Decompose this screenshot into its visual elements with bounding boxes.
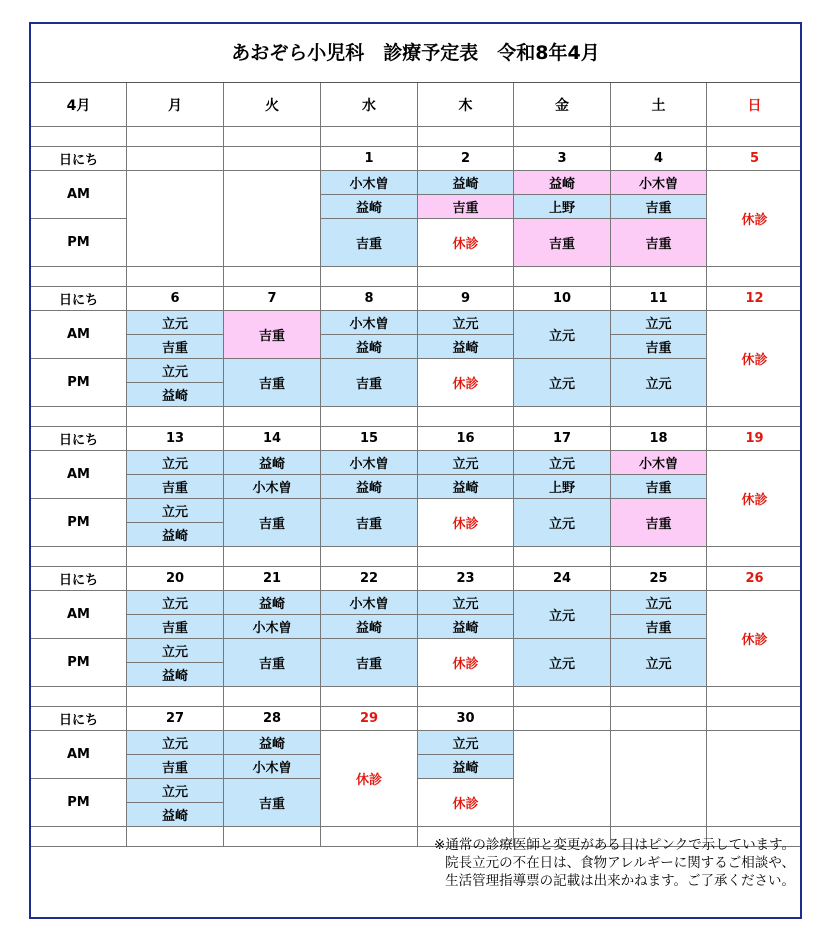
spacer-cell bbox=[707, 687, 802, 707]
header-cell: 月 bbox=[127, 83, 224, 127]
doctor-cell: 小木曽 bbox=[321, 171, 418, 195]
closed-cell: 休診 bbox=[707, 591, 802, 687]
doctor-cell: 小木曽 bbox=[321, 451, 418, 475]
doctor-cell: 立元 bbox=[418, 731, 514, 755]
doctor-cell: 小木曽 bbox=[611, 451, 707, 475]
doctor-cell: 吉重 bbox=[611, 615, 707, 639]
spacer-cell bbox=[321, 407, 418, 427]
doctor-cell: 吉重 bbox=[611, 195, 707, 219]
date-row-label: 日にち bbox=[31, 707, 127, 731]
date-cell: 25 bbox=[611, 567, 707, 591]
date-cell: 23 bbox=[418, 567, 514, 591]
doctor-cell: 立元 bbox=[127, 639, 224, 663]
header-cell: 土 bbox=[611, 83, 707, 127]
spacer-cell bbox=[418, 127, 514, 147]
spacer-cell bbox=[514, 407, 611, 427]
closed-cell: 休診 bbox=[707, 451, 802, 547]
date-cell: 2 bbox=[418, 147, 514, 171]
doctor-cell: 立元 bbox=[127, 731, 224, 755]
spacer-cell bbox=[707, 407, 802, 427]
date-cell: 6 bbox=[127, 287, 224, 311]
date-row-label: 日にち bbox=[31, 287, 127, 311]
spacer-cell bbox=[321, 127, 418, 147]
doctor-cell: 立元 bbox=[611, 639, 707, 687]
spacer-cell bbox=[321, 267, 418, 287]
spacer-cell bbox=[224, 547, 321, 567]
spacer-cell bbox=[418, 407, 514, 427]
doctor-cell: 益崎 bbox=[514, 171, 611, 195]
spacer-cell bbox=[418, 547, 514, 567]
doctor-cell: 立元 bbox=[418, 591, 514, 615]
am-label: AM bbox=[31, 451, 127, 499]
date-cell: 11 bbox=[611, 287, 707, 311]
doctor-cell: 立元 bbox=[127, 311, 224, 335]
doctor-cell: 吉重 bbox=[127, 475, 224, 499]
doctor-cell: 小木曽 bbox=[611, 171, 707, 195]
schedule-sheet bbox=[29, 22, 802, 919]
spacer-cell bbox=[31, 687, 127, 707]
doctor-cell: 立元 bbox=[611, 591, 707, 615]
am-label: AM bbox=[31, 171, 127, 219]
doctor-cell: 益崎 bbox=[321, 195, 418, 219]
date-cell: 16 bbox=[418, 427, 514, 451]
date-cell: 28 bbox=[224, 707, 321, 731]
spacer-cell bbox=[31, 267, 127, 287]
spacer-cell bbox=[514, 267, 611, 287]
spacer-cell bbox=[224, 267, 321, 287]
doctor-cell: 益崎 bbox=[418, 335, 514, 359]
date-cell bbox=[127, 147, 224, 171]
empty-cell bbox=[224, 171, 321, 267]
header-cell: 4月 bbox=[31, 83, 127, 127]
doctor-cell: 小木曽 bbox=[224, 755, 321, 779]
date-cell: 4 bbox=[611, 147, 707, 171]
spacer-cell bbox=[127, 407, 224, 427]
spacer-cell bbox=[127, 267, 224, 287]
doctor-cell: 吉重 bbox=[127, 335, 224, 359]
doctor-cell: 小木曽 bbox=[321, 591, 418, 615]
spacer-cell bbox=[127, 547, 224, 567]
doctor-cell: 吉重 bbox=[224, 311, 321, 359]
doctor-cell: 立元 bbox=[127, 591, 224, 615]
doctor-cell: 益崎 bbox=[418, 475, 514, 499]
date-cell: 1 bbox=[321, 147, 418, 171]
doctor-cell: 益崎 bbox=[321, 335, 418, 359]
doctor-cell: 立元 bbox=[127, 779, 224, 803]
spacer-cell bbox=[418, 267, 514, 287]
date-cell: 18 bbox=[611, 427, 707, 451]
date-cell: 12 bbox=[707, 287, 802, 311]
closed-cell: 休診 bbox=[707, 311, 802, 407]
spacer-cell bbox=[514, 687, 611, 707]
doctor-cell: 小木曽 bbox=[321, 311, 418, 335]
doctor-cell: 吉重 bbox=[321, 499, 418, 547]
date-cell bbox=[611, 707, 707, 731]
spacer-cell bbox=[707, 267, 802, 287]
spacer-cell bbox=[611, 547, 707, 567]
doctor-cell: 立元 bbox=[514, 639, 611, 687]
note-line: ※通常の診療医師と変更がある日はピンクで示しています。 bbox=[434, 837, 795, 853]
doctor-cell: 立元 bbox=[514, 359, 611, 407]
spacer-cell bbox=[224, 127, 321, 147]
date-cell: 21 bbox=[224, 567, 321, 591]
doctor-cell: 益崎 bbox=[127, 523, 224, 547]
empty-cell bbox=[127, 171, 224, 267]
doctor-cell: 立元 bbox=[514, 311, 611, 359]
date-cell bbox=[224, 147, 321, 171]
closed-cell: 休診 bbox=[418, 359, 514, 407]
date-cell bbox=[514, 707, 611, 731]
spacer-cell bbox=[321, 827, 418, 847]
date-cell: 7 bbox=[224, 287, 321, 311]
am-label: AM bbox=[31, 591, 127, 639]
spacer-cell bbox=[127, 687, 224, 707]
am-label: AM bbox=[31, 731, 127, 779]
date-cell: 24 bbox=[514, 567, 611, 591]
schedule-grid bbox=[31, 83, 800, 825]
doctor-cell: 吉重 bbox=[321, 219, 418, 267]
doctor-cell: 立元 bbox=[418, 451, 514, 475]
doctor-cell: 益崎 bbox=[127, 803, 224, 827]
doctor-cell: 益崎 bbox=[321, 615, 418, 639]
closed-cell: 休診 bbox=[707, 171, 802, 267]
footnote bbox=[434, 836, 795, 890]
date-row-label: 日にち bbox=[31, 147, 127, 171]
spacer-cell bbox=[31, 547, 127, 567]
date-cell: 14 bbox=[224, 427, 321, 451]
note-line: 生活管理指導票の記載は出来かねます。ご了承ください。 bbox=[445, 873, 795, 889]
doctor-cell: 小木曽 bbox=[224, 615, 321, 639]
header-cell: 火 bbox=[224, 83, 321, 127]
doctor-cell: 立元 bbox=[611, 359, 707, 407]
doctor-cell: 益崎 bbox=[418, 755, 514, 779]
date-cell: 10 bbox=[514, 287, 611, 311]
date-cell: 8 bbox=[321, 287, 418, 311]
spacer-cell bbox=[514, 547, 611, 567]
page-title: あおぞら小児科 診療予定表 令和8年4月 bbox=[31, 24, 800, 83]
date-cell: 29 bbox=[321, 707, 418, 731]
date-cell: 30 bbox=[418, 707, 514, 731]
spacer-cell bbox=[611, 127, 707, 147]
spacer-cell bbox=[224, 687, 321, 707]
spacer-cell bbox=[514, 127, 611, 147]
date-cell: 15 bbox=[321, 427, 418, 451]
header-cell: 日 bbox=[707, 83, 802, 127]
doctor-cell: 立元 bbox=[418, 311, 514, 335]
doctor-cell: 益崎 bbox=[224, 731, 321, 755]
pm-label: PM bbox=[31, 219, 127, 267]
date-cell bbox=[707, 707, 802, 731]
date-cell: 5 bbox=[707, 147, 802, 171]
doctor-cell: 益崎 bbox=[224, 451, 321, 475]
pm-label: PM bbox=[31, 639, 127, 687]
spacer-cell bbox=[707, 127, 802, 147]
doctor-cell: 吉重 bbox=[321, 639, 418, 687]
spacer-cell bbox=[321, 687, 418, 707]
doctor-cell: 立元 bbox=[514, 591, 611, 639]
spacer-cell bbox=[418, 687, 514, 707]
spacer-cell bbox=[611, 687, 707, 707]
empty-cell bbox=[514, 731, 611, 827]
note-line: 院長立元の不在日は、食物アレルギーに関するご相談や、 bbox=[445, 855, 795, 871]
date-cell: 3 bbox=[514, 147, 611, 171]
spacer-cell bbox=[31, 127, 127, 147]
doctor-cell: 立元 bbox=[127, 359, 224, 383]
doctor-cell: 立元 bbox=[127, 499, 224, 523]
spacer-cell bbox=[224, 827, 321, 847]
am-label: AM bbox=[31, 311, 127, 359]
spacer-cell bbox=[611, 407, 707, 427]
spacer-cell bbox=[127, 127, 224, 147]
empty-cell bbox=[611, 731, 707, 827]
date-cell: 26 bbox=[707, 567, 802, 591]
empty-cell bbox=[707, 731, 802, 827]
spacer-cell bbox=[224, 407, 321, 427]
date-row-label: 日にち bbox=[31, 427, 127, 451]
doctor-cell: 立元 bbox=[611, 311, 707, 335]
doctor-cell: 吉重 bbox=[611, 475, 707, 499]
doctor-cell: 吉重 bbox=[514, 219, 611, 267]
closed-cell: 休診 bbox=[418, 779, 514, 827]
pm-label: PM bbox=[31, 779, 127, 827]
closed-cell: 休診 bbox=[418, 639, 514, 687]
date-cell: 9 bbox=[418, 287, 514, 311]
pm-label: PM bbox=[31, 499, 127, 547]
doctor-cell: 吉重 bbox=[127, 615, 224, 639]
doctor-cell: 益崎 bbox=[418, 615, 514, 639]
closed-cell: 休診 bbox=[321, 731, 418, 827]
pm-label: PM bbox=[31, 359, 127, 407]
doctor-cell: 吉重 bbox=[224, 359, 321, 407]
doctor-cell: 吉重 bbox=[611, 499, 707, 547]
doctor-cell: 吉重 bbox=[611, 335, 707, 359]
doctor-cell: 吉重 bbox=[224, 499, 321, 547]
spacer-cell bbox=[707, 547, 802, 567]
doctor-cell: 吉重 bbox=[611, 219, 707, 267]
header-cell: 木 bbox=[418, 83, 514, 127]
date-cell: 19 bbox=[707, 427, 802, 451]
date-cell: 13 bbox=[127, 427, 224, 451]
header-cell: 水 bbox=[321, 83, 418, 127]
doctor-cell: 上野 bbox=[514, 475, 611, 499]
closed-cell: 休診 bbox=[418, 219, 514, 267]
doctor-cell: 小木曽 bbox=[224, 475, 321, 499]
spacer-cell bbox=[31, 827, 127, 847]
spacer-cell bbox=[611, 267, 707, 287]
doctor-cell: 吉重 bbox=[321, 359, 418, 407]
spacer-cell bbox=[31, 407, 127, 427]
date-row-label: 日にち bbox=[31, 567, 127, 591]
doctor-cell: 立元 bbox=[127, 451, 224, 475]
doctor-cell: 益崎 bbox=[127, 383, 224, 407]
doctor-cell: 上野 bbox=[514, 195, 611, 219]
doctor-cell: 吉重 bbox=[224, 639, 321, 687]
doctor-cell: 吉重 bbox=[224, 779, 321, 827]
date-cell: 22 bbox=[321, 567, 418, 591]
doctor-cell: 吉重 bbox=[127, 755, 224, 779]
date-cell: 17 bbox=[514, 427, 611, 451]
doctor-cell: 吉重 bbox=[418, 195, 514, 219]
date-cell: 20 bbox=[127, 567, 224, 591]
spacer-cell bbox=[321, 547, 418, 567]
closed-cell: 休診 bbox=[418, 499, 514, 547]
header-cell: 金 bbox=[514, 83, 611, 127]
doctor-cell: 益崎 bbox=[321, 475, 418, 499]
doctor-cell: 益崎 bbox=[418, 171, 514, 195]
doctor-cell: 立元 bbox=[514, 451, 611, 475]
spacer-cell bbox=[127, 827, 224, 847]
doctor-cell: 益崎 bbox=[224, 591, 321, 615]
date-cell: 27 bbox=[127, 707, 224, 731]
doctor-cell: 立元 bbox=[514, 499, 611, 547]
doctor-cell: 益崎 bbox=[127, 663, 224, 687]
